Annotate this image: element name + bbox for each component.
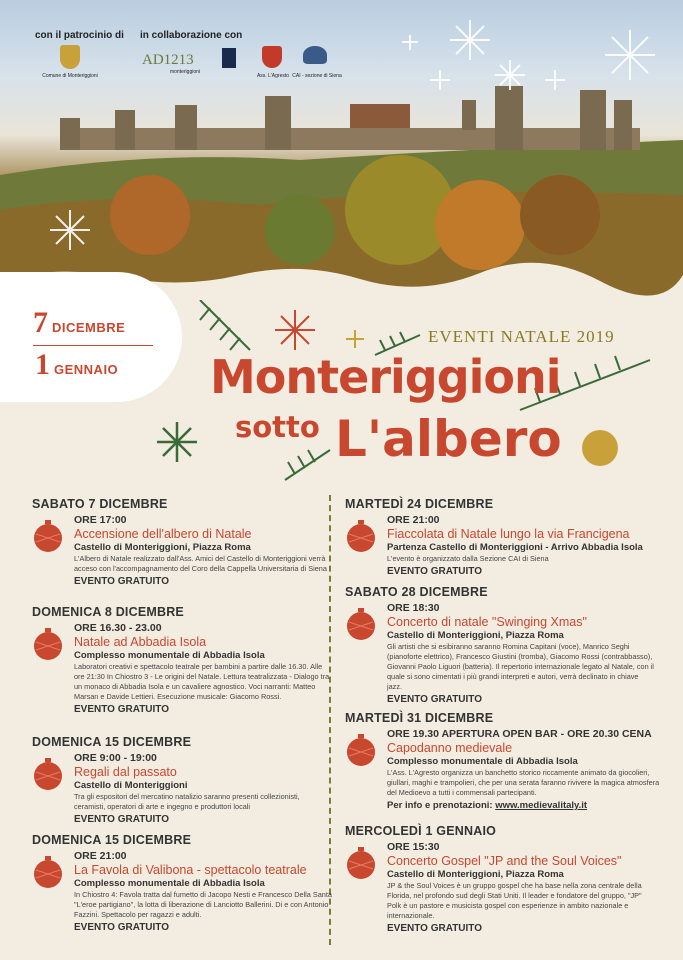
event-free-badge: EVENTO GRATUITO xyxy=(74,704,170,716)
cai-logo-caption: CAI - sezione di Siena xyxy=(292,73,342,79)
event-title: Capodanno medievale xyxy=(387,741,513,755)
event-place: Castello di Monteriggioni, Piazza Roma xyxy=(74,542,251,553)
amici-castello-logo xyxy=(222,48,236,68)
title-sotto: sotto xyxy=(235,410,320,444)
event-description: Gli artisti che si esibiranno saranno Romina Capitani (voce), Manrico Seghi (pianoforte elettrico), Francesco Giustini (tromba), Giacomo Rossi (contrabbasso), Giovanni Paolo Liguori (batteria). Il repertorio internazionale legato al Natale, con il quale si sono cimentati i più grandi interpreti e autori, verrà declinato in chiave jazz. xyxy=(387,642,654,692)
event-day: SABATO 7 DICEMBRE xyxy=(32,497,168,511)
ornament-icon xyxy=(32,520,64,552)
event-day: DOMENICA 8 DICEMBRE xyxy=(32,605,184,619)
start-date-month: DICEMBRE xyxy=(52,320,126,335)
ornament-icon xyxy=(32,758,64,790)
event-title: Concerto di natale "Swinging Xmas" xyxy=(387,615,587,629)
agresto-crest-logo xyxy=(262,46,282,68)
event-card xyxy=(345,497,655,577)
event-free-badge: EVENTO GRATUITO xyxy=(387,694,483,706)
event-title: Concerto Gospel "JP and the Soul Voices" xyxy=(387,854,622,868)
comune-crest-logo xyxy=(60,45,80,69)
date-divider xyxy=(33,345,153,346)
event-title: Fiaccolata di Natale lungo la via Francigena xyxy=(387,527,630,541)
event-day: MARTEDÌ 31 DICEMBRE xyxy=(345,711,494,725)
end-date-month: GENNAIO xyxy=(54,362,119,377)
event-time: ORE 16.30 - 23.00 xyxy=(74,622,162,634)
green-snowflake-icon xyxy=(155,420,200,465)
title-monteriggioni: Monteriggioni xyxy=(210,350,561,404)
ad1213-logo-caption: monteriggioni xyxy=(169,69,201,75)
ornament-icon xyxy=(345,608,377,640)
ornament-icon xyxy=(32,628,64,660)
event-subtitle: EVENTI NATALE 2019 xyxy=(428,327,615,346)
event-day: MERCOLEDÌ 1 GENNAIO xyxy=(345,824,497,838)
start-date-number: 7 xyxy=(33,306,48,339)
event-card xyxy=(345,824,655,934)
ornament-icon xyxy=(345,847,377,879)
ornament-icon xyxy=(32,856,64,888)
event-description: In Chiostro 4: Favola tratta dal fumetto di Jacopo Nesti e Francesco Della Santa "L'eroe partigiano", la lotta di liberazione di Lanciotto Ballerini. Di e con Antonio Fazzini. Spettacolo per ragazzi e adulti. xyxy=(74,890,332,920)
start-date xyxy=(33,306,125,340)
event-time: ORE 21:00 xyxy=(387,514,440,526)
end-date xyxy=(35,348,118,382)
event-free-badge: EVENTO GRATUITO xyxy=(74,922,170,934)
title-lalbero: L'albero xyxy=(335,410,562,468)
event-time: ORE 21:00 xyxy=(74,850,127,862)
event-place: Complesso monumentale di Abbadia Isola xyxy=(74,878,265,889)
event-place: Partenza Castello di Monteriggioni - Arrivo Abbadia Isola xyxy=(387,542,643,553)
event-card xyxy=(32,735,332,825)
event-description: L'Ass. L'Agresto organizza un banchetto storico riccamente animato da giocolieri, giullari, maghi e trampolieri, che per una serata faranno rivivere la magica atmosfera del Medioevo a tutti i commensali partecipanti. xyxy=(387,768,660,798)
event-card xyxy=(32,605,332,715)
event-day: DOMENICA 15 DICEMBRE xyxy=(32,735,192,749)
ornament-icon xyxy=(345,520,377,552)
event-place: Complesso monumentale di Abbadia Isola xyxy=(74,650,265,661)
event-title: La Favola di Valibona - spettacolo teatrale xyxy=(74,863,307,877)
patronage-label: con il patrocinio di xyxy=(35,30,124,41)
event-card xyxy=(32,833,332,933)
event-description: L'Albero di Natale realizzato dall'Ass. Amici del Castello di Monteriggioni verrà acceso con l'accompagnamento del Coro della Cappella Universitaria di Siena xyxy=(74,554,327,574)
event-free-badge: EVENTO GRATUITO xyxy=(74,814,170,826)
info-link[interactable]: www.medievalitaly.it xyxy=(495,800,588,812)
event-card xyxy=(345,585,655,705)
event-day: MARTEDÌ 24 DICEMBRE xyxy=(345,497,494,511)
ad1213-logo: AD1213 xyxy=(142,52,194,68)
event-description: L'evento è organizzato dalla Sezione CAI di Siena xyxy=(387,554,549,563)
event-description: JP & the Soul Voices è un gruppo gospel che ha base nella zona centrale della Florida, nel profondo sud degli Stati Uniti. Il leader e fondatore del gruppo, "JP" Polk è un pastore e musicista gospel con esperienze in ambito nazionale e internazionale. xyxy=(387,881,642,921)
event-place: Castello di Monteriggioni xyxy=(74,780,188,791)
gold-ornament-icon xyxy=(582,430,618,466)
event-time: ORE 17:00 xyxy=(74,514,127,526)
event-time: ORE 18:30 xyxy=(387,602,440,614)
event-place: Castello di Monteriggioni, Piazza Roma xyxy=(387,630,564,641)
event-info xyxy=(387,800,665,811)
info-label: Per info e prenotazioni: xyxy=(387,800,493,812)
event-title: Regali dal passato xyxy=(74,765,177,779)
collaboration-label: in collaborazione con xyxy=(140,30,243,41)
event-day: SABATO 28 DICEMBRE xyxy=(345,585,488,599)
event-description: Tra gli espositori del mercatino natalizio saranno presenti collezionisti, ceramisti, operatori di arte e ingegno e produttori locali xyxy=(74,792,300,812)
event-card xyxy=(345,711,665,811)
event-place: Complesso monumentale di Abbadia Isola xyxy=(387,756,578,767)
event-time: ORE 19.30 APERTURA OPEN BAR - ORE 20.30 CENA xyxy=(387,728,652,740)
comune-logo-caption: Comune di Monteriggioni xyxy=(42,73,98,79)
event-title: Accensione dell'albero di Natale xyxy=(74,527,252,541)
end-date-number: 1 xyxy=(35,348,50,381)
ornament-icon xyxy=(345,734,377,766)
event-time: ORE 15:30 xyxy=(387,841,440,853)
event-free-badge: EVENTO GRATUITO xyxy=(387,923,483,935)
event-title: Natale ad Abbadia Isola xyxy=(74,635,207,649)
event-description: Laboratori creativi e spettacolo teatrale per bambini a partire dalle 16.30. Alle ore 21:30 In Chiostro 3 - Le origini del Natale. Lettura teatralizzata - Dialogo tra un monaco di Abbadia Isola e un cavaliere agnostico. Voci narranti: Matteo Marsan e Davide Lettieri. Esecuzione musicale: Giacomo Rossi. xyxy=(74,662,330,702)
event-day: DOMENICA 15 DICEMBRE xyxy=(32,833,192,847)
event-free-badge: EVENTO GRATUITO xyxy=(387,566,483,578)
agresto-logo-caption: Ass. L'Agresto xyxy=(256,73,290,79)
event-card xyxy=(32,497,332,587)
event-time: ORE 9:00 - 19:00 xyxy=(74,752,157,764)
cai-logo xyxy=(303,46,327,64)
event-free-badge: EVENTO GRATUITO xyxy=(74,576,170,588)
event-place: Castello di Monteriggioni, Piazza Roma xyxy=(387,869,564,880)
